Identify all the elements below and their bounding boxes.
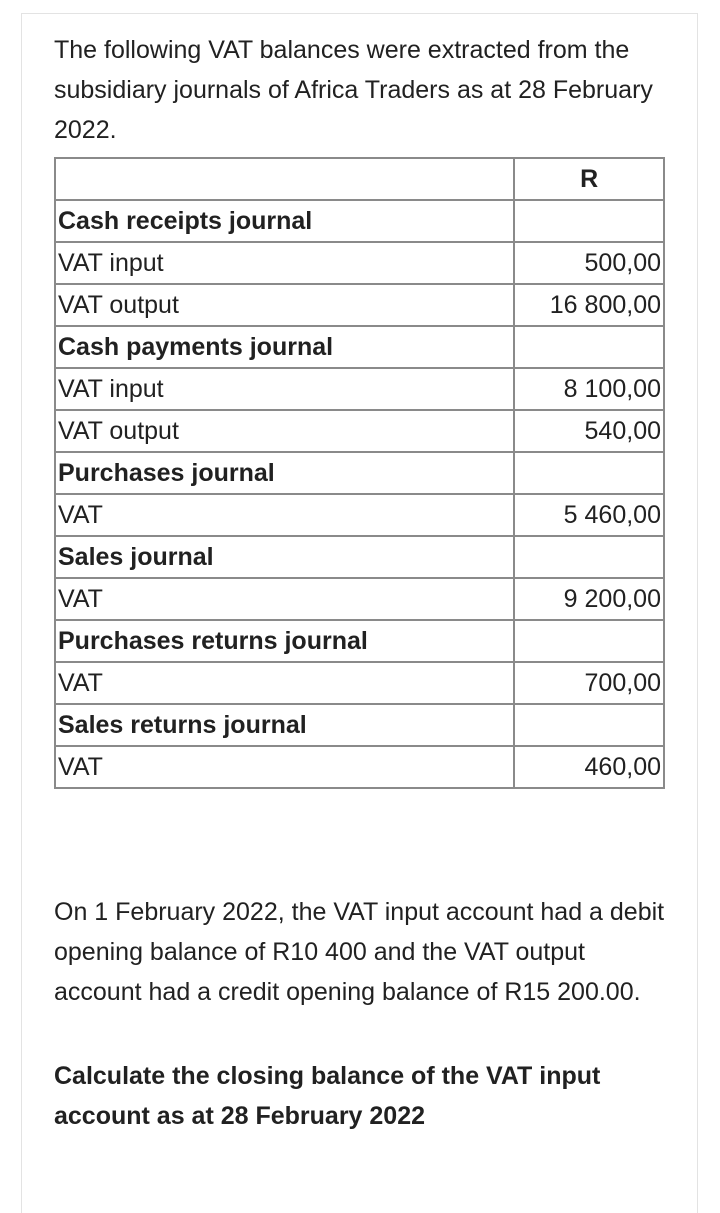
amount-cell: 9 200,00 [514, 578, 664, 620]
table-body [55, 200, 664, 788]
table-row [55, 284, 664, 326]
currency-column-header: R [514, 158, 664, 200]
account-label: VAT input [55, 368, 514, 410]
amount-cell: 8 100,00 [514, 368, 664, 410]
amount-cell: 700,00 [514, 662, 664, 704]
amount-cell [514, 452, 664, 494]
table-row [55, 242, 664, 284]
amount-cell [514, 620, 664, 662]
amount-cell: 540,00 [514, 410, 664, 452]
journal-heading-row [55, 326, 664, 368]
account-label: VAT [55, 746, 514, 788]
journal-heading-row [55, 536, 664, 578]
table-row [55, 410, 664, 452]
account-label: VAT output [55, 284, 514, 326]
vat-balances-table [54, 157, 665, 789]
question-text: Calculate the closing balance of the VAT input account as at 28 February 2022 [54, 1062, 601, 1130]
journal-name: Purchases journal [55, 452, 514, 494]
amount-cell [514, 704, 664, 746]
amount-cell: 460,00 [514, 746, 664, 788]
journal-heading-row [55, 200, 664, 242]
amount-cell: 5 460,00 [514, 494, 664, 536]
table-row [55, 368, 664, 410]
amount-cell [514, 200, 664, 242]
table-row [55, 662, 664, 704]
table-row [55, 578, 664, 620]
table-header-row [55, 158, 664, 200]
journal-heading-row [55, 704, 664, 746]
amount-cell [514, 326, 664, 368]
journal-name: Sales journal [55, 536, 514, 578]
intro-text: The following VAT balances were extracted from the subsidiary journals of Africa Traders as at 28 February 2022. [54, 36, 653, 144]
account-label: VAT [55, 494, 514, 536]
journal-name: Cash payments journal [55, 326, 514, 368]
journal-heading-row [55, 452, 664, 494]
opening-balance-text: On 1 February 2022, the VAT input account had a debit opening balance of R10 400 and the VAT output account had a credit opening balance of R15 200.00. [54, 898, 665, 1006]
account-label: VAT input [55, 242, 514, 284]
account-label: VAT [55, 662, 514, 704]
account-label: VAT [55, 578, 514, 620]
journal-heading-row [55, 620, 664, 662]
journal-name: Sales returns journal [55, 704, 514, 746]
label-column-header [55, 158, 514, 200]
journal-name: Purchases returns journal [55, 620, 514, 662]
table-row [55, 494, 664, 536]
amount-cell: 500,00 [514, 242, 664, 284]
table-row [55, 746, 664, 788]
account-label: VAT output [55, 410, 514, 452]
amount-cell: 16 800,00 [514, 284, 664, 326]
journal-name: Cash receipts journal [55, 200, 514, 242]
amount-cell [514, 536, 664, 578]
